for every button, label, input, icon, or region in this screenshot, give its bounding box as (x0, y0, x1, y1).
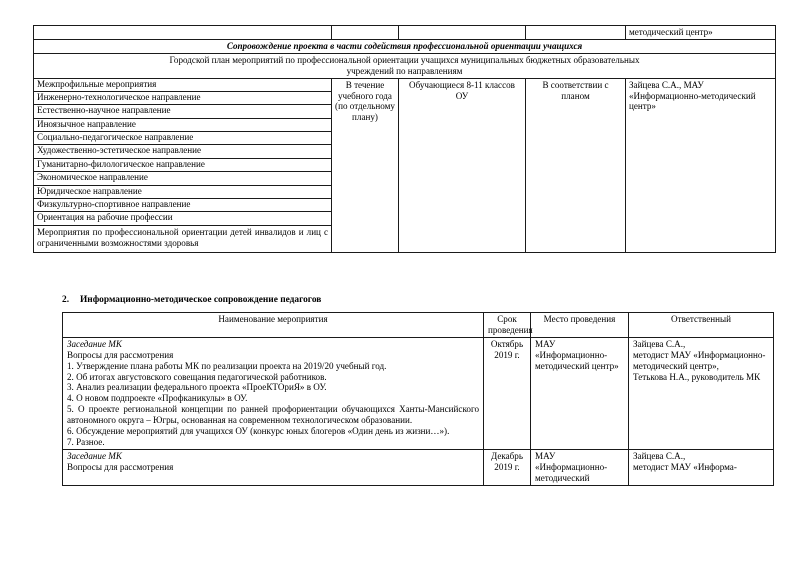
header-responsible: Ответственный (629, 313, 774, 338)
banner-city-plan-line1: Городской план мероприятий по профессиональной ориентации учащихся муниципальных бюджетных образовательных (169, 54, 640, 65)
event-subtitle: Вопросы для рассмотрения (67, 349, 174, 360)
event-question-item: 5. О проекте региональной концепции по ранней профориентации обучающихся Ханты-Мансийского автономного округа – Югры, основанная на современном технологическом образовании. (67, 404, 479, 426)
event-question-item: 3. Анализ реализации федерального проекта «ПроеКТОриЯ» в ОУ. (67, 382, 327, 393)
list-item (34, 145, 331, 158)
directions-list-cell (34, 78, 332, 252)
direction-label: Иноязычное направление (34, 118, 331, 131)
direction-label: Ориентация на рабочие профессии (34, 212, 331, 225)
event-question-item: 1. Утверждение плана работы МК по реализации проекта на 2019/20 учебный год. (67, 360, 387, 371)
event-title: Заседание МК (67, 450, 122, 461)
responsible-line: Зайцева С.А., (633, 450, 686, 461)
responsible-line: Зайцева С.А., (633, 338, 686, 349)
table-row-directions (34, 78, 776, 252)
list-item (34, 91, 331, 104)
direction-label: Естественно-научное направление (34, 105, 331, 118)
cell-event-name (63, 449, 484, 485)
condition-text: В соответствии с планом (542, 79, 609, 101)
plan-table-directions (33, 25, 776, 253)
cell-empty-4 (526, 26, 626, 40)
responsible-text: Зайцева С.А., МАУ «Информационно-методический центр» (629, 79, 756, 112)
section-heading-title: Информационно-методическое сопровождение педагогов (80, 295, 322, 305)
cell-condition (526, 78, 626, 252)
responsible-line: Тетькова Н.А., руководитель МК (633, 371, 761, 382)
direction-label: Физкультурно-спортивное направление (34, 198, 331, 211)
section-heading-number: 2. (62, 295, 70, 305)
list-item (34, 212, 331, 225)
list-item (34, 185, 331, 198)
table-header-row (63, 313, 774, 338)
direction-label: Художественно-эстетическое направление (34, 145, 331, 158)
table-row-banner-italic (34, 39, 776, 53)
table-row (34, 26, 776, 40)
responsible-line: методист МАУ «Информационно-методический центр», (633, 349, 766, 371)
list-item (34, 225, 331, 252)
list-item (34, 118, 331, 131)
event-title: Заседание МК (67, 338, 122, 349)
cell-empty-2 (332, 26, 399, 40)
event-question-item: 2. Об итогах августовского совещания педагогической работников. (67, 371, 327, 382)
cell-period (332, 78, 399, 252)
banner-city-plan-line2: учреждений по направлениям (346, 65, 463, 76)
header-name: Наименование мероприятия (63, 313, 484, 338)
plan-table-methodical-support (62, 312, 774, 486)
direction-label: Межпрофильные мероприятия (34, 79, 331, 92)
table-row-banner-plan (34, 53, 776, 78)
direction-label: Инженерно-технологическое направление (34, 91, 331, 104)
list-item (34, 198, 331, 211)
banner-project-support: Сопровождение проекта в части содействия профессиональной ориентации учащихся (34, 39, 776, 53)
cell-event-name (63, 337, 484, 449)
banner-city-plan (34, 53, 776, 78)
direction-label: Юридическое направление (34, 185, 331, 198)
header-period: Срок проведения (484, 313, 531, 338)
cell-responsible (629, 337, 774, 449)
list-item (34, 132, 331, 145)
list-item (34, 172, 331, 185)
cell-responsible (626, 78, 776, 252)
direction-label-disabled-children: Мероприятия по профессиональной ориентации детей инвалидов и лиц с ограниченными возможностями здоровья (34, 225, 331, 252)
cell-empty-1 (34, 26, 332, 40)
direction-label: Гуманитарно-филологическое направление (34, 158, 331, 171)
table-row (63, 449, 774, 485)
cell-place: МАУ «Информационно-методический (531, 449, 629, 485)
direction-label: Социально-педагогическое направление (34, 132, 331, 145)
event-question-item: 7. Разное. (67, 436, 105, 447)
cell-continued-responsible: методический центр» (626, 26, 776, 40)
list-item (34, 158, 331, 171)
cell-audience (399, 78, 526, 252)
cell-period: Октябрь 2019 г. (484, 337, 531, 449)
event-question-item: 6. Обсуждение мероприятий для учащихся ОУ (конкурс юных блогеров «Один день из жизни…»). (67, 426, 450, 437)
direction-label: Экономическое направление (34, 172, 331, 185)
cell-period: Декабрь 2019 г. (484, 449, 531, 485)
event-subtitle: Вопросы для рассмотрения (67, 461, 174, 472)
header-place: Место проведения (531, 313, 629, 338)
list-item (34, 105, 331, 118)
section-heading (62, 295, 777, 306)
audience-text: Обучающиеся 8-11 классов ОУ (409, 79, 515, 101)
cell-place: МАУ «Информационно-методический центр» (531, 337, 629, 449)
list-item (34, 79, 331, 92)
responsible-line: методист МАУ «Информа- (633, 461, 737, 472)
table-row (63, 337, 774, 449)
event-question-item: 4. О новом подпроекте «Профканикулы» в ОУ. (67, 393, 248, 404)
cell-responsible (629, 449, 774, 485)
cell-empty-3 (399, 26, 526, 40)
directions-list (34, 79, 331, 252)
period-text: В течение учебного года (по отдельному плану) (335, 79, 395, 123)
